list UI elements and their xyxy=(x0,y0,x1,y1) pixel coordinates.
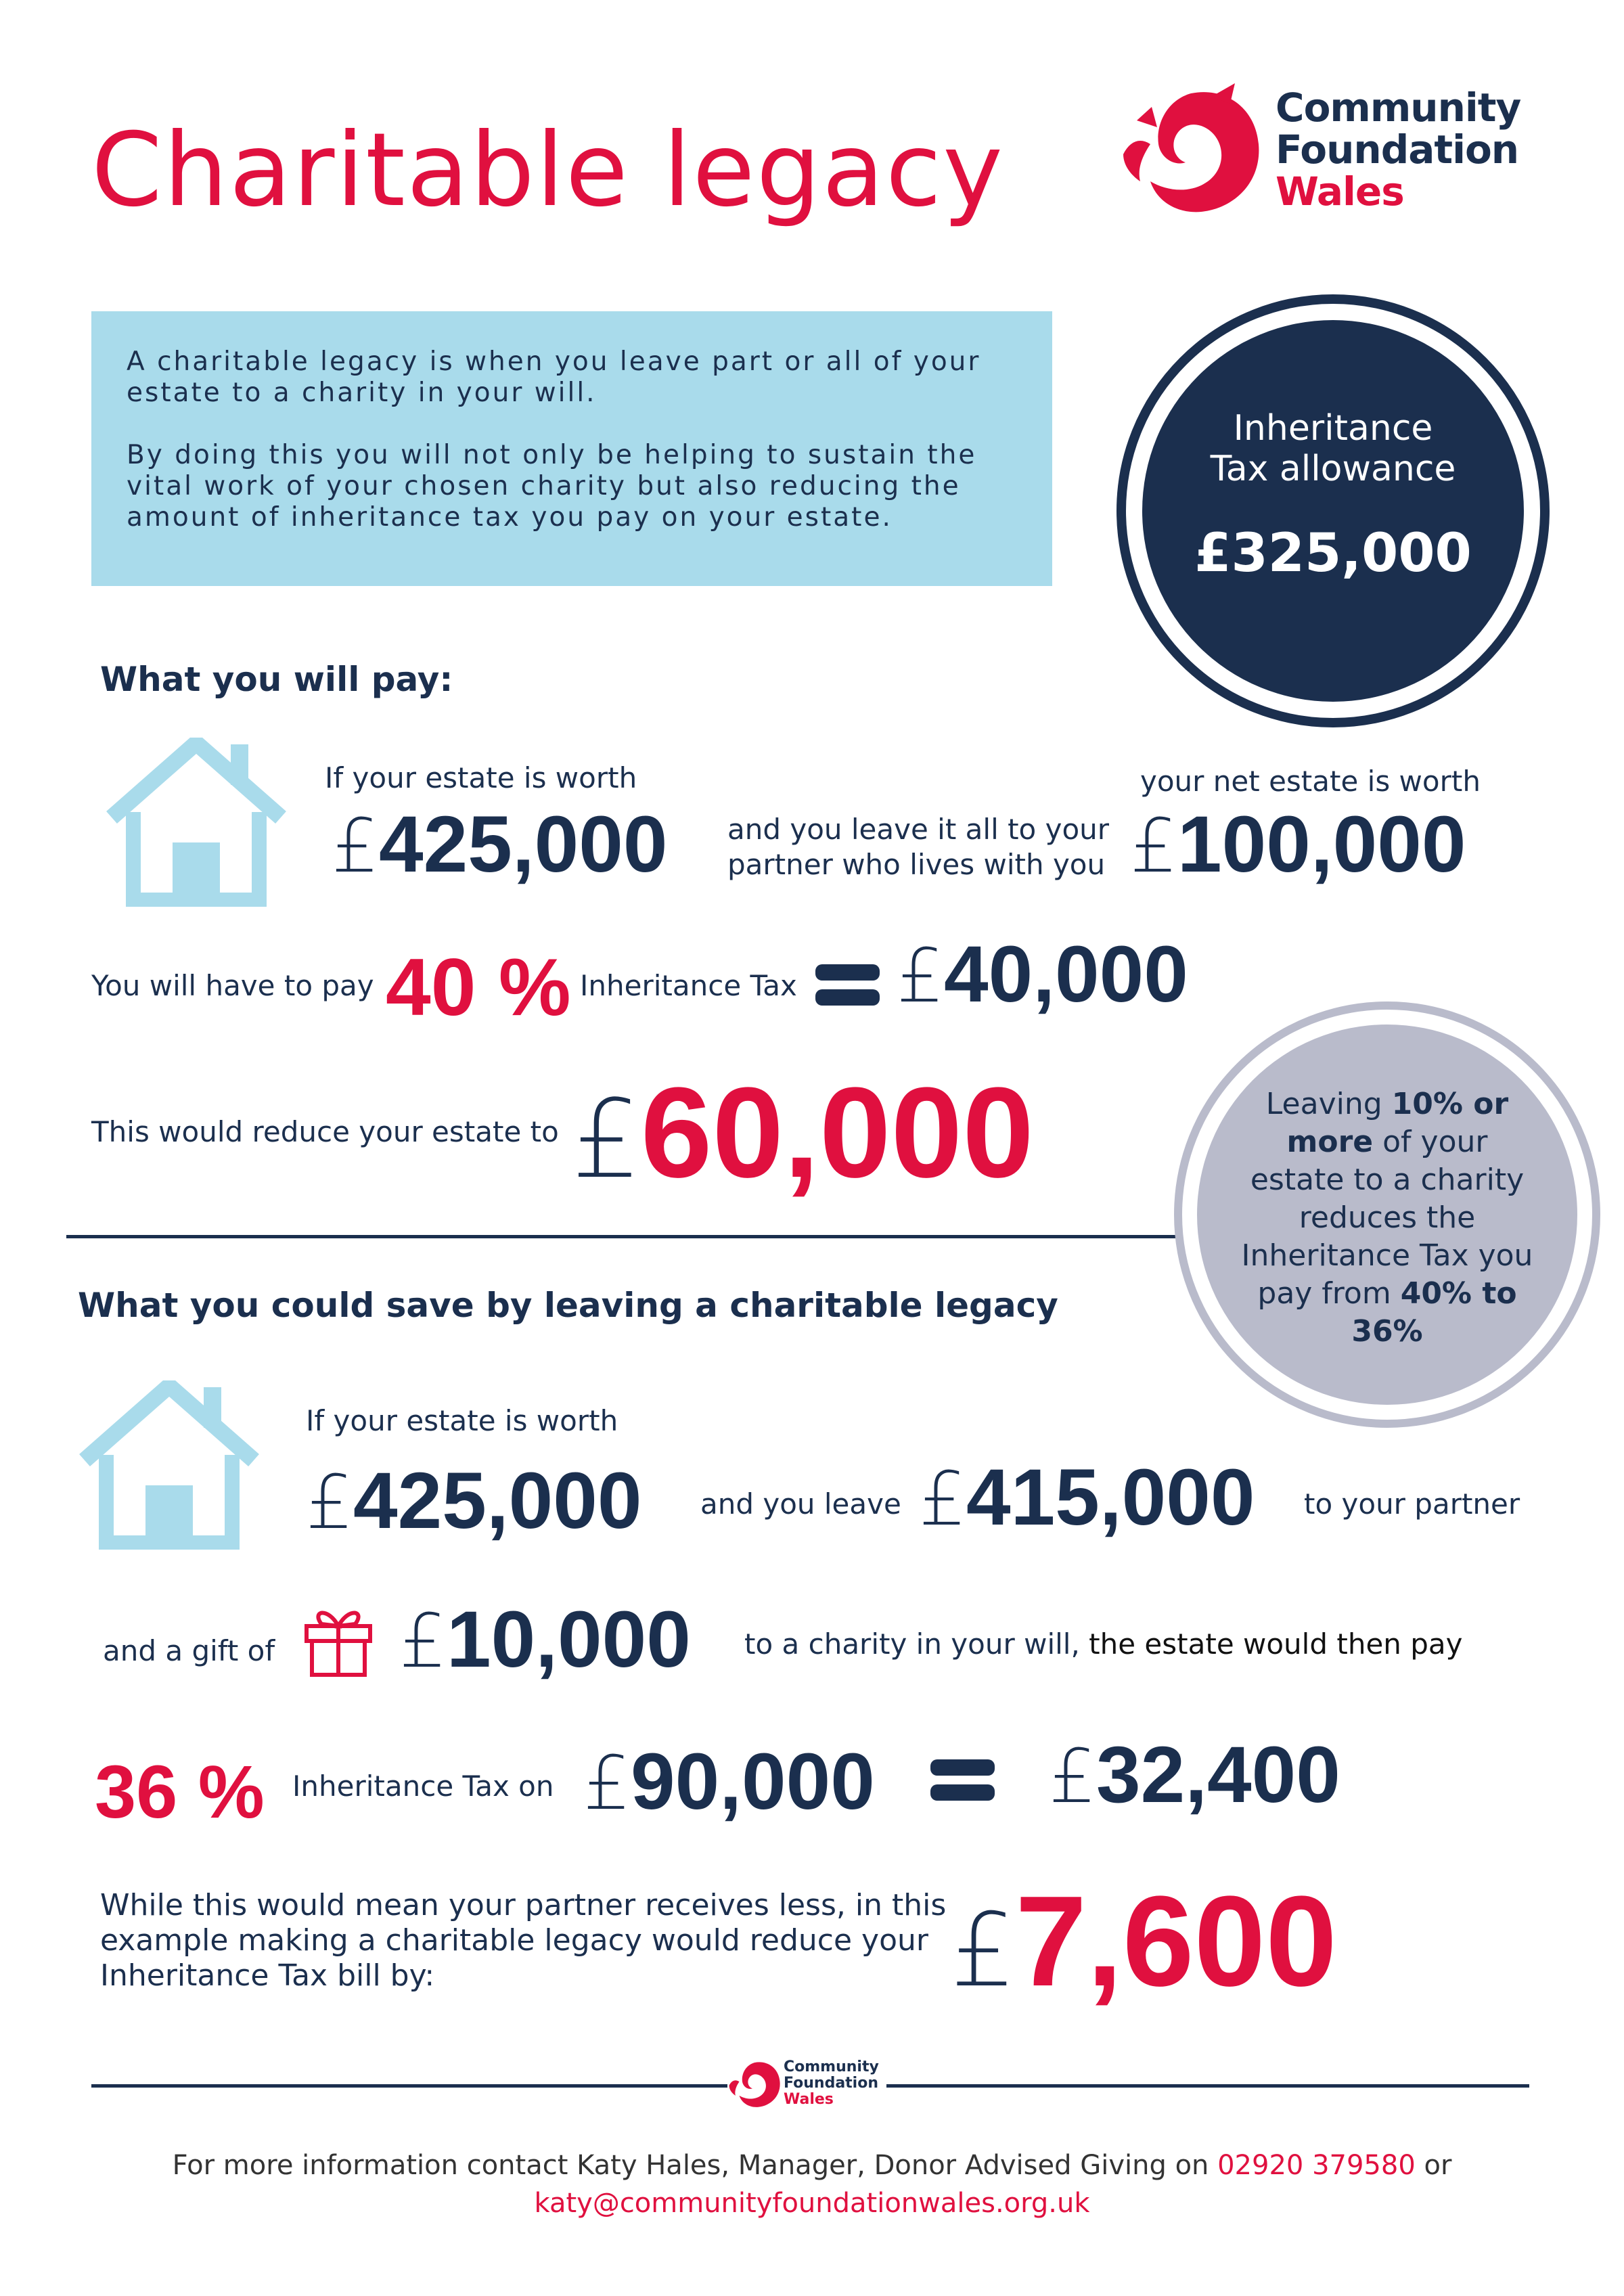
house-icon xyxy=(78,1380,261,1550)
logo-line-1: Community xyxy=(1276,85,1521,131)
save-estate-value: 425,000 xyxy=(353,1456,642,1546)
footer-contact-text: For more information contact Katy Hales, Manager, Donor Advised Giving on xyxy=(172,2150,1218,2181)
save-tax-amount xyxy=(1049,1729,1340,1821)
pay-reduce-label: This would reduce your estate to xyxy=(91,1115,559,1148)
pound-sign: £ xyxy=(919,1456,966,1542)
pay-estate-label: If your estate is worth xyxy=(325,761,637,794)
save-partner-value: 415,000 xyxy=(966,1453,1255,1542)
save-saving-amount xyxy=(951,1868,1337,2015)
footer-logo-line-3: Wales xyxy=(784,2091,834,2108)
equals-icon xyxy=(930,1759,995,1776)
allowance-label-2: Tax allowance xyxy=(1210,449,1456,489)
dragon-logo-icon xyxy=(1110,80,1272,222)
save-to-charity xyxy=(744,1627,1463,1661)
logo-wordmark xyxy=(1276,85,1521,215)
logo-line-2: Foundation xyxy=(1276,127,1519,173)
allowance-label-1: Inheritance xyxy=(1233,408,1433,449)
footer-email[interactable]: katy@communityfoundationwales.org.uk xyxy=(534,2188,1090,2219)
pound-sign: £ xyxy=(583,1740,631,1826)
save-then-pay: the estate would then pay xyxy=(1079,1627,1463,1661)
house-icon xyxy=(105,738,288,907)
pay-reduce-value: 60,000 xyxy=(640,1061,1034,1205)
gift-icon xyxy=(301,1600,376,1678)
equals-icon-bar xyxy=(815,989,880,1006)
intro-paragraph-2: By doing this you will not only be helping to sustain the vital work of your chosen charity but also reducing the amount of inheritance tax you pay on your estate. xyxy=(127,440,977,533)
pay-tax-amount xyxy=(897,928,1188,1020)
save-taxable-amount xyxy=(583,1736,875,1828)
save-rate: 36 % xyxy=(95,1751,265,1834)
allowance-value: £325,000 xyxy=(1194,523,1472,584)
save-estate-label: If your estate is worth xyxy=(306,1404,618,1437)
reduction-callout xyxy=(1174,1001,1600,1428)
footer-logo-line-2: Foundation xyxy=(784,2075,879,2092)
pound-sign: £ xyxy=(951,1892,1016,2010)
pay-leave-line-1: and you leave it all to your xyxy=(727,813,1110,846)
save-heading: What you could save by leaving a charitable legacy xyxy=(78,1286,1058,1325)
pound-sign: £ xyxy=(1049,1733,1096,1820)
pound-sign: £ xyxy=(306,1459,353,1546)
pound-sign: £ xyxy=(399,1598,447,1684)
intro-paragraph-1: A charitable legacy is when you leave part or all of your estate to a charity in your will. xyxy=(127,346,981,408)
save-saving-value: 7,600 xyxy=(1015,1870,1337,2013)
equals-icon-bar xyxy=(930,1784,995,1801)
save-summary: While this would mean your partner receives less, in this example making a charitable legacy would reduce your Inheritance Tax bill by: xyxy=(100,1888,947,1993)
save-tax-value: 32,400 xyxy=(1096,1730,1340,1820)
save-to-partner: to your partner xyxy=(1304,1487,1520,1521)
pay-leave-line-2: partner who lives with you xyxy=(727,848,1106,881)
footer-phone[interactable]: 02920 379580 xyxy=(1217,2150,1416,2181)
save-gift-amount xyxy=(399,1594,691,1686)
pay-tax-label: Inheritance Tax xyxy=(580,969,797,1002)
pound-sign: £ xyxy=(332,803,379,889)
save-tax-on: Inheritance Tax on xyxy=(292,1770,554,1803)
intro-box xyxy=(91,311,1052,586)
footer-contact xyxy=(0,2146,1624,2184)
footer-logo-wordmark xyxy=(784,2059,879,2108)
page-title: Charitable legacy xyxy=(91,112,1004,229)
pound-sign: £ xyxy=(897,932,944,1019)
pound-sign: £ xyxy=(572,1076,641,1202)
save-gift-value: 10,000 xyxy=(447,1595,691,1684)
pay-heading: What you will pay: xyxy=(100,660,453,699)
save-partner-amount xyxy=(919,1451,1255,1544)
pay-rate: 40 % xyxy=(386,942,571,1033)
pay-reduce-amount xyxy=(572,1059,1034,1207)
save-and-you-leave: and you leave xyxy=(700,1487,901,1521)
dragon-logo-small-icon xyxy=(724,2057,785,2111)
section-divider xyxy=(66,1235,1196,1238)
pay-tax-value: 40,000 xyxy=(944,930,1188,1019)
footer-logo-line-1: Community xyxy=(784,2058,879,2075)
pay-have-to-pay: You will have to pay xyxy=(91,969,374,1002)
footer-divider-right xyxy=(886,2084,1529,2088)
save-and-gift: and a gift of xyxy=(103,1634,275,1667)
callout-text: Leaving 10% or more of your estate to a charity reduces the Inheritance Tax you pay from 40% to 36% xyxy=(1241,1087,1533,1349)
save-taxable-value: 90,000 xyxy=(631,1737,875,1826)
footer-or: or xyxy=(1415,2150,1452,2181)
pay-estate-value: 425,000 xyxy=(379,800,668,889)
save-estate-amount xyxy=(306,1455,642,1547)
pay-net-value: 100,000 xyxy=(1177,800,1466,889)
allowance-badge xyxy=(1116,294,1550,727)
pay-leave-text xyxy=(727,812,1109,882)
pound-sign: £ xyxy=(1130,803,1177,889)
equals-icon xyxy=(815,964,880,981)
pay-net-label: your net estate is worth xyxy=(1140,765,1481,798)
logo-line-3: Wales xyxy=(1276,168,1404,215)
pay-net-amount xyxy=(1130,798,1466,891)
footer-divider-left xyxy=(91,2084,727,2088)
pay-estate-amount xyxy=(332,798,668,891)
save-to-charity-text: to a charity in your will, xyxy=(744,1627,1080,1661)
